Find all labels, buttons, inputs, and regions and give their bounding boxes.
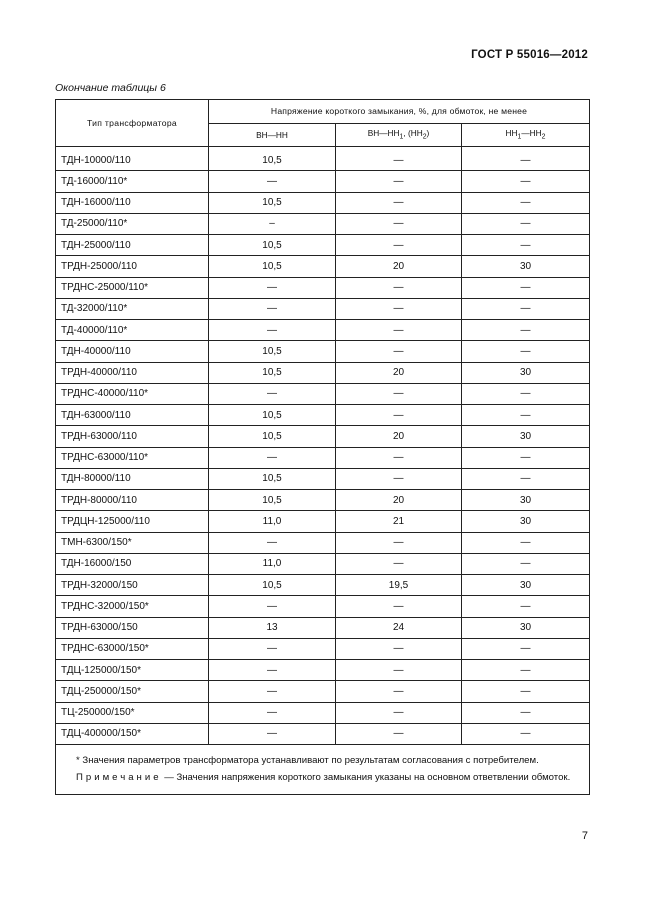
- cell-vn-nn: 10,5: [209, 426, 336, 447]
- table-row: [56, 192, 590, 213]
- cell-vn-nn1-nn2: —: [336, 277, 462, 298]
- cell-vn-nn1-nn2: —: [336, 192, 462, 213]
- cell-nn1-nn2: —: [462, 277, 590, 298]
- table-row: [56, 660, 590, 681]
- table-row: [56, 383, 590, 404]
- column-header-vn-nn1-nn2: $ВН—НН_1$, $(НН_2)$: [336, 123, 462, 147]
- cell-nn1-nn2: —: [462, 171, 590, 192]
- note-label: Примечание: [76, 772, 162, 783]
- cell-vn-nn1-nn2: —: [336, 553, 462, 574]
- cell-vn-nn: 10,5: [209, 341, 336, 362]
- cell-nn1-nn2: —: [462, 468, 590, 489]
- table-row: [56, 405, 590, 426]
- cell-vn-nn: 10,5: [209, 575, 336, 596]
- cell-transformer-type: ТДН-25000/110: [56, 235, 209, 256]
- cell-vn-nn1-nn2: —: [336, 235, 462, 256]
- cell-transformer-type: ТРДН-40000/110: [56, 362, 209, 383]
- cell-vn-nn: 10,5: [209, 362, 336, 383]
- page-number: 7: [581, 830, 588, 842]
- cell-vn-nn1-nn2: —: [336, 320, 462, 341]
- cell-nn1-nn2: 30: [462, 490, 590, 511]
- table-row: [56, 213, 590, 234]
- table-row: [56, 723, 590, 744]
- table-row: [56, 532, 590, 553]
- cell-vn-nn1-nn2: —: [336, 405, 462, 426]
- cell-nn1-nn2: —: [462, 553, 590, 574]
- cell-nn1-nn2: —: [462, 320, 590, 341]
- cell-vn-nn: –: [209, 213, 336, 234]
- table-row: [56, 298, 590, 319]
- cell-nn1-nn2: —: [462, 405, 590, 426]
- table-row: [56, 638, 590, 659]
- cell-vn-nn1-nn2: —: [336, 171, 462, 192]
- cell-transformer-type: ТДЦ-125000/150*: [56, 660, 209, 681]
- cell-vn-nn: —: [209, 681, 336, 702]
- cell-transformer-type: ТД-40000/110*: [56, 320, 209, 341]
- cell-vn-nn: 13: [209, 617, 336, 638]
- table-row: [56, 235, 590, 256]
- cell-vn-nn1-nn2: —: [336, 468, 462, 489]
- cell-transformer-type: ТРДНС-63000/150*: [56, 638, 209, 659]
- cell-vn-nn: —: [209, 702, 336, 723]
- cell-nn1-nn2: 30: [462, 256, 590, 277]
- cell-vn-nn1-nn2: 19,5: [336, 575, 462, 596]
- cell-vn-nn1-nn2: 20: [336, 362, 462, 383]
- cell-nn1-nn2: —: [462, 235, 590, 256]
- cell-nn1-nn2: —: [462, 723, 590, 744]
- cell-transformer-type: ТДЦ-250000/150*: [56, 681, 209, 702]
- cell-vn-nn1-nn2: 20: [336, 256, 462, 277]
- cell-vn-nn1-nn2: 24: [336, 617, 462, 638]
- cell-transformer-type: ТРДЦН-125000/110: [56, 511, 209, 532]
- cell-nn1-nn2: 30: [462, 575, 590, 596]
- cell-vn-nn: —: [209, 277, 336, 298]
- table-row: [56, 511, 590, 532]
- cell-vn-nn1-nn2: —: [336, 702, 462, 723]
- cell-nn1-nn2: 30: [462, 426, 590, 447]
- table-row: [56, 596, 590, 617]
- cell-nn1-nn2: —: [462, 596, 590, 617]
- column-header-nn1-nn2: $НН_1—НН_2$: [462, 123, 590, 147]
- cell-transformer-type: ТДН-40000/110: [56, 341, 209, 362]
- cell-vn-nn1-nn2: —: [336, 638, 462, 659]
- cell-vn-nn1-nn2: —: [336, 596, 462, 617]
- short-circuit-voltage-table: [55, 99, 590, 795]
- table-notes: [56, 745, 590, 795]
- cell-vn-nn: —: [209, 298, 336, 319]
- cell-transformer-type: ТРДН-80000/110: [56, 490, 209, 511]
- note-text: — Значения напряжения короткого замыкания указаны на основном ответвлении обмоток.: [161, 772, 571, 783]
- cell-vn-nn: —: [209, 383, 336, 404]
- cell-vn-nn1-nn2: —: [336, 383, 462, 404]
- table-row: [56, 426, 590, 447]
- cell-nn1-nn2: —: [462, 147, 590, 171]
- table-row: [56, 171, 590, 192]
- cell-vn-nn1-nn2: —: [336, 147, 462, 171]
- cell-vn-nn: 10,5: [209, 256, 336, 277]
- cell-vn-nn1-nn2: —: [336, 447, 462, 468]
- cell-vn-nn: —: [209, 171, 336, 192]
- cell-nn1-nn2: —: [462, 213, 590, 234]
- cell-nn1-nn2: —: [462, 298, 590, 319]
- cell-vn-nn: 11,0: [209, 511, 336, 532]
- cell-transformer-type: ТЦ-250000/150*: [56, 702, 209, 723]
- table-row: [56, 362, 590, 383]
- cell-vn-nn1-nn2: —: [336, 213, 462, 234]
- cell-nn1-nn2: —: [462, 660, 590, 681]
- cell-vn-nn: —: [209, 596, 336, 617]
- cell-transformer-type: ТРДНС-40000/110*: [56, 383, 209, 404]
- cell-vn-nn: 10,5: [209, 468, 336, 489]
- cell-transformer-type: ТДН-16000/150: [56, 553, 209, 574]
- cell-vn-nn: 10,5: [209, 405, 336, 426]
- cell-transformer-type: ТРДН-63000/110: [56, 426, 209, 447]
- cell-transformer-type: ТДН-80000/110: [56, 468, 209, 489]
- cell-transformer-type: ТРДНС-32000/150*: [56, 596, 209, 617]
- cell-vn-nn: —: [209, 660, 336, 681]
- table-row: [56, 490, 590, 511]
- cell-nn1-nn2: —: [462, 532, 590, 553]
- table-row: [56, 256, 590, 277]
- cell-transformer-type: ТДЦ-400000/150*: [56, 723, 209, 744]
- cell-transformer-type: ТДН-10000/110: [56, 147, 209, 171]
- table-header: [56, 100, 590, 147]
- cell-transformer-type: ТДН-63000/110: [56, 405, 209, 426]
- table-caption: Окончание таблицы 6: [55, 82, 166, 94]
- cell-transformer-type: ТДН-16000/110: [56, 192, 209, 213]
- cell-vn-nn: —: [209, 638, 336, 659]
- table-row: [56, 575, 590, 596]
- table-row: [56, 468, 590, 489]
- table-row: [56, 681, 590, 702]
- cell-transformer-type: ТРДНС-63000/110*: [56, 447, 209, 468]
- table-row: [56, 702, 590, 723]
- cell-transformer-type: ТМН-6300/150*: [56, 532, 209, 553]
- cell-nn1-nn2: —: [462, 638, 590, 659]
- cell-vn-nn: —: [209, 447, 336, 468]
- cell-transformer-type: ТД-32000/110*: [56, 298, 209, 319]
- cell-vn-nn1-nn2: 20: [336, 426, 462, 447]
- cell-vn-nn1-nn2: —: [336, 681, 462, 702]
- document-standard-header: ГОСТ Р 55016—2012: [471, 49, 588, 61]
- cell-nn1-nn2: —: [462, 192, 590, 213]
- note-primechanie: [64, 771, 580, 785]
- cell-nn1-nn2: 30: [462, 362, 590, 383]
- cell-transformer-type: ТРДНС-25000/110*: [56, 277, 209, 298]
- cell-nn1-nn2: —: [462, 702, 590, 723]
- cell-vn-nn1-nn2: —: [336, 298, 462, 319]
- cell-vn-nn: 10,5: [209, 192, 336, 213]
- column-header-transformer-type: Тип трансформатора: [56, 100, 209, 147]
- cell-transformer-type: ТД-16000/110*: [56, 171, 209, 192]
- cell-vn-nn1-nn2: —: [336, 723, 462, 744]
- cell-vn-nn1-nn2: —: [336, 532, 462, 553]
- cell-vn-nn1-nn2: 21: [336, 511, 462, 532]
- cell-nn1-nn2: —: [462, 383, 590, 404]
- cell-vn-nn: 10,5: [209, 235, 336, 256]
- table-row: [56, 447, 590, 468]
- cell-vn-nn1-nn2: —: [336, 341, 462, 362]
- cell-transformer-type: ТРДН-25000/110: [56, 256, 209, 277]
- cell-vn-nn1-nn2: 20: [336, 490, 462, 511]
- cell-nn1-nn2: —: [462, 681, 590, 702]
- cell-nn1-nn2: —: [462, 341, 590, 362]
- cell-transformer-type: ТД-25000/110*: [56, 213, 209, 234]
- cell-vn-nn: —: [209, 320, 336, 341]
- table-row: [56, 320, 590, 341]
- table-row: [56, 277, 590, 298]
- column-header-vn-nn: ВН—НН: [209, 123, 336, 147]
- cell-nn1-nn2: —: [462, 447, 590, 468]
- table-body: [56, 147, 590, 745]
- cell-vn-nn1-nn2: —: [336, 660, 462, 681]
- cell-transformer-type: ТРДН-63000/150: [56, 617, 209, 638]
- table-row: [56, 147, 590, 171]
- cell-nn1-nn2: 30: [462, 511, 590, 532]
- cell-vn-nn: 11,0: [209, 553, 336, 574]
- table-row: [56, 553, 590, 574]
- cell-vn-nn: —: [209, 723, 336, 744]
- cell-vn-nn: —: [209, 532, 336, 553]
- table-row: [56, 617, 590, 638]
- cell-transformer-type: ТРДН-32000/150: [56, 575, 209, 596]
- cell-nn1-nn2: 30: [462, 617, 590, 638]
- cell-vn-nn: 10,5: [209, 147, 336, 171]
- cell-vn-nn: 10,5: [209, 490, 336, 511]
- column-group-header-voltage: Напряжение короткого замыкания, %, для обмоток, не менее: [209, 100, 590, 124]
- footnote-asterisk: * Значения параметров трансформатора устанавливают по результатам согласования с потребителем.: [76, 755, 539, 766]
- table-row: [56, 341, 590, 362]
